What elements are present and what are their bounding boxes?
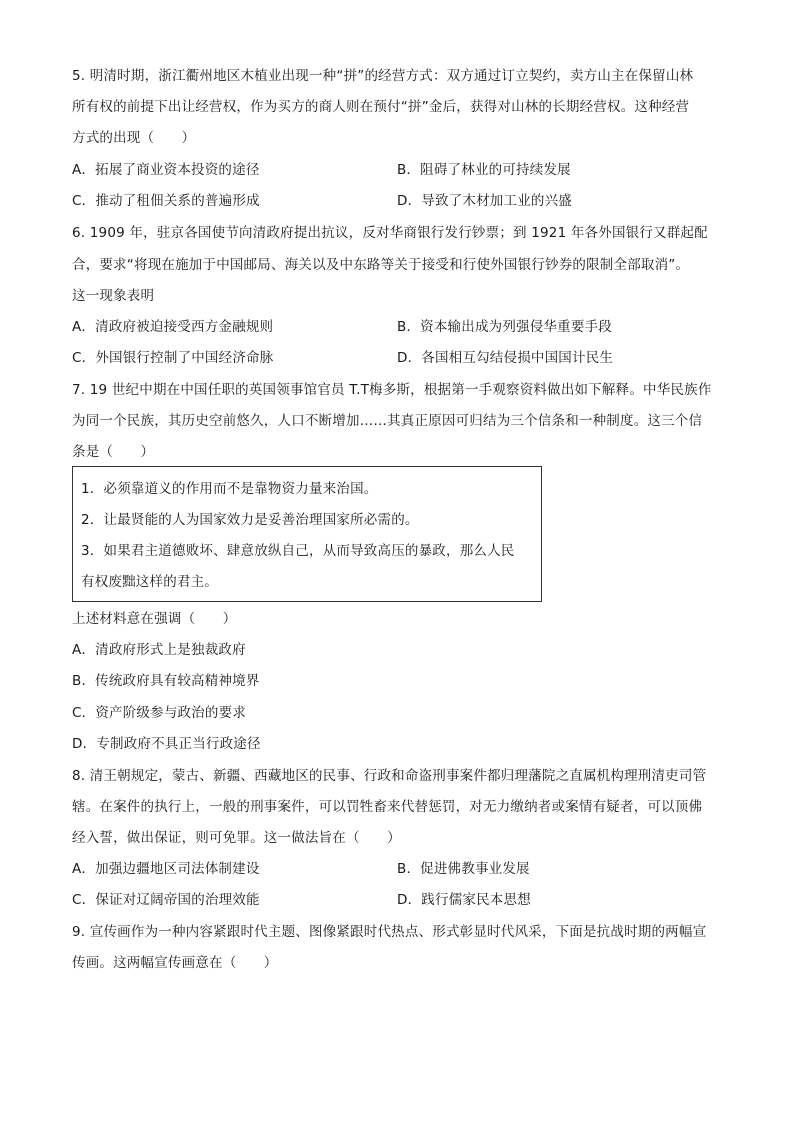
q6-option-b: B．资本输出成为列强侵华重要手段 xyxy=(397,319,612,335)
q8-stem-line-3: 经入誓，做出保证，则可免罪。这一做法旨在（ ） xyxy=(72,830,401,846)
q8-option-b: B．促进佛教事业发展 xyxy=(397,861,530,877)
q6-option-a: A．清政府被迫接受西方金融规则 xyxy=(72,319,274,335)
q8-option-c: C．保证对辽阔帝国的治理效能 xyxy=(72,892,260,908)
q6-option-c: C．外国银行控制了中国经济命脉 xyxy=(72,350,274,366)
q7-quote-line-4: 有权废黜这样的君主。 xyxy=(81,574,218,590)
q6-stem-line-1: 6. 1909 年，驻京各国使节向清政府提出抗议，反对华商银行发行钞票；到 1921 年各外国银行又群起配 xyxy=(72,225,708,241)
q5-option-b: B．阻碍了林业的可持续发展 xyxy=(397,162,571,178)
q7-stem-line-1: 7. 19 世纪中期在中国任职的英国领事馆官员 T.T梅多斯，根据第一手观察资料做出如下解释。中华民族作 xyxy=(72,382,712,398)
q8-option-a: A．加强边疆地区司法体制建设 xyxy=(72,861,260,877)
q5-option-c: C．推动了租佃关系的普遍形成 xyxy=(72,193,260,209)
q7-quote-line-2: 2．让最贤能的人为国家效力是妥善治理国家所必需的。 xyxy=(81,512,419,528)
q7-option-b: B．传统政府具有较高精神境界 xyxy=(72,673,260,689)
q7-option-d: D．专制政府不具正当行政途径 xyxy=(72,736,261,752)
q7-option-a: A．清政府形式上是独裁政府 xyxy=(72,642,246,658)
q7-quote-line-1: 1．必须靠道义的作用而不是靠物资力量来治国。 xyxy=(81,481,378,497)
q8-option-d: D．践行儒家民本思想 xyxy=(397,892,531,908)
q7-quote-line-3: 3．如果君主道德败坏、肆意放纵自己，从而导致高压的暴政，那么人民 xyxy=(81,543,515,559)
q5-stem-line-2: 所有权的前提下出让经营权，作为买方的商人则在预付“拼”金后，获得对山林的长期经营权。这种经营 xyxy=(72,99,690,115)
q5-stem-line-1: 5. 明清时期，浙江衢州地区木植业出现一种“拼”的经营方式：双方通过订立契约，卖方山主在保留山林 xyxy=(72,68,694,84)
q6-stem-line-2: 合，要求“将现在施加于中国邮局、海关以及中东路等关于接受和行使外国银行钞券的限制全部取消”。 xyxy=(72,257,690,273)
q9-stem-line-2: 传画。这两幅宣传画意在（ ） xyxy=(72,955,278,971)
q6-option-d: D．各国相互勾结侵损中国国计民生 xyxy=(397,350,614,366)
q7-stem-line-3: 条是（ ） xyxy=(72,444,155,460)
q5-option-a: A．拓展了商业资本投资的途径 xyxy=(72,162,260,178)
q7-option-c: C．资产阶级参与政治的要求 xyxy=(72,705,247,721)
q5-option-d: D．导致了木材加工业的兴盛 xyxy=(397,193,572,209)
q8-stem-line-2: 辖。在案件的执行上，一般的刑事案件，可以罚牲畜来代替惩罚，对无力缴纳者或案情有疑者，可以顶佛 xyxy=(72,799,703,815)
q9-stem-line-1: 9. 宣传画作为一种内容紧跟时代主题、图像紧跟时代热点、形式彰显时代风采，下面是抗战时期的两幅宣 xyxy=(72,924,707,940)
q7-quote-box xyxy=(72,466,542,602)
q6-stem-line-3: 这一现象表明 xyxy=(72,288,155,304)
q8-stem-line-1: 8. 清王朝规定，蒙古、新疆、西藏地区的民事、行政和命盗刑事案件都归理藩院之直属机构理刑清吏司管 xyxy=(72,768,707,784)
q7-after-quote: 上述材料意在强调（ ） xyxy=(72,611,237,627)
q7-stem-line-2: 为同一个民族，其历史空前悠久，人口不断增加……其真正原因可归结为三个信条和一种制度。这三个信 xyxy=(72,413,703,429)
q5-stem-line-3: 方式的出现（ ） xyxy=(72,130,196,146)
